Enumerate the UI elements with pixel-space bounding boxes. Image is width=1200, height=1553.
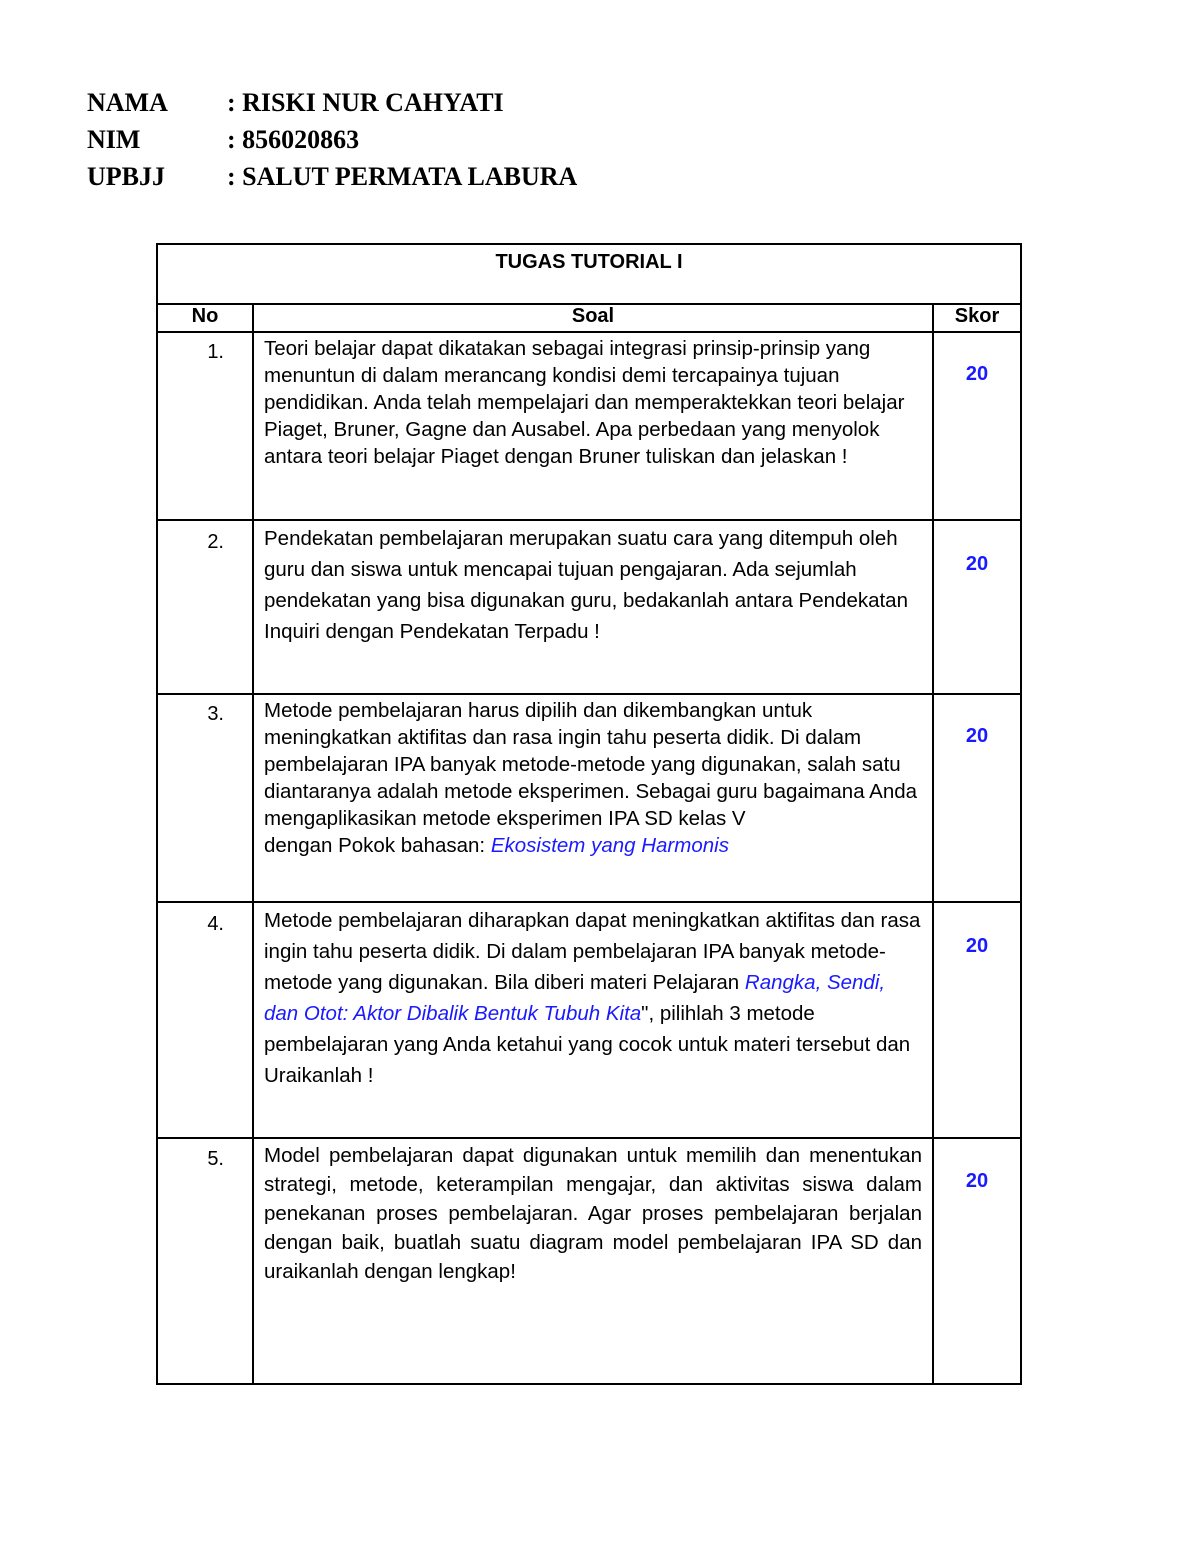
question-text: Metode pembelajaran diharapkan dapat meningkatkan aktifitas dan rasa ingin tahu peserta didik. Di dalam pembelajaran IPA banyak metode-metode yang digunakan. Bila diberi materi Pelajaran <box>264 909 921 994</box>
table-row <box>157 1138 1021 1384</box>
header-no: No <box>157 304 253 332</box>
upbjj-row <box>87 158 577 195</box>
nama-row <box>87 84 577 121</box>
table-row <box>157 902 1021 1138</box>
table-row <box>157 694 1021 902</box>
question-number: 2. <box>157 520 253 694</box>
question-text: Pendekatan pembelajaran merupakan suatu cara yang ditempuh oleh guru dan siswa untuk mencapai tujuan pengajaran. Ada sejumlah pendekatan yang bisa digunakan guru, bedakanlah antara Pendekatan Inquiri dengan Pendekatan Terpadu ! <box>253 520 933 694</box>
table-row <box>157 520 1021 694</box>
tutorial-table <box>156 243 1022 1385</box>
nim-row <box>87 121 577 158</box>
table-header-row <box>157 304 1021 332</box>
nim-label: NIM <box>87 124 141 154</box>
question-score: 20 <box>933 1138 1021 1384</box>
question-text: Teori belajar dapat dikatakan sebagai integrasi prinsip-prinsip yang menuntun di dalam merancang kondisi demi tercapainya tujuan pendidikan. Anda telah mempelajari dan memperaktekkan teori belajar Piaget, Bruner, Gagne dan Ausabel. Apa perbedaan yang menyolok antara teori belajar Piaget dengan Bruner tuliskan dan jelaskan ! <box>253 332 933 520</box>
question-number: 1. <box>157 332 253 520</box>
header-soal: Soal <box>253 304 933 332</box>
question-score: 20 <box>933 520 1021 694</box>
question-score: 20 <box>933 332 1021 520</box>
question-number: 4. <box>157 902 253 1138</box>
question-text-suffix: ", pilihlah 3 metode pembelajaran yang Anda ketahui yang cocok untuk materi tersebut dan Uraikanlah ! <box>264 1002 911 1087</box>
question-number: 5. <box>157 1138 253 1384</box>
question-text-line: dengan Pokok bahasan: <box>264 834 491 857</box>
table-title: TUGAS TUTORIAL I <box>157 244 1021 304</box>
question-score: 20 <box>933 902 1021 1138</box>
upbjj-value: : SALUT PERMATA LABURA <box>227 161 578 191</box>
header-skor: Skor <box>933 304 1021 332</box>
question-score: 20 <box>933 694 1021 902</box>
question-number: 3. <box>157 694 253 902</box>
question-text: Metode pembelajaran harus dipilih dan dikembangkan untuk meningkatkan aktifitas dan rasa ingin tahu peserta didik. Di dalam pembelajaran IPA banyak metode-metode yang digunakan, salah satu diantaranya adalah metode eksperimen. Sebagai guru bagaimana Anda mengaplikasikan metode eksperimen IPA SD kelas V <box>264 699 918 830</box>
question-text-cell <box>253 694 933 902</box>
nim-value: : 856020863 <box>227 124 360 154</box>
table-row <box>157 332 1021 520</box>
question-text-cell <box>253 902 933 1138</box>
student-identity <box>87 84 577 195</box>
topic-text: Ekosistem yang Harmonis <box>490 834 729 857</box>
question-text: Model pembelajaran dapat digunakan untuk memilih dan menentukan strategi, metode, keterampilan mengajar, dan aktivitas siswa dalam penekanan proses pembelajaran. Agar proses pembelajaran berjalan dengan baik, buatlah suatu diagram model pembelajaran IPA SD dan uraikanlah dengan lengkap! <box>253 1138 933 1384</box>
nama-value: : RISKI NUR CAHYATI <box>227 87 504 117</box>
topic-text: Rangka, Sendi, dan Otot: Aktor Dibalik Bentuk Tubuh Kita <box>264 971 886 1025</box>
nama-label: NAMA <box>87 87 168 117</box>
upbjj-label: UPBJJ <box>87 161 165 191</box>
